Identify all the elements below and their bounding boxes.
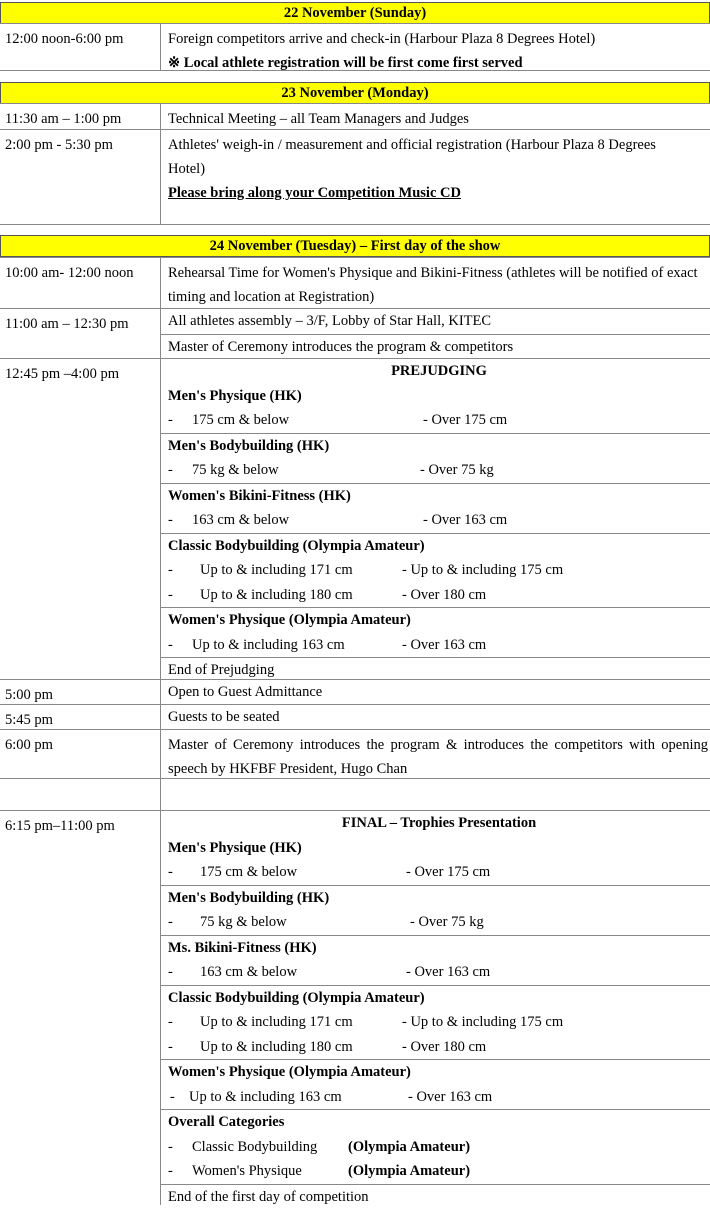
row-time: 6:00 pm (5, 733, 53, 757)
class-left: Up to & including 180 cm (200, 583, 353, 608)
final-block: 6:15 pm–11:00 pm FINAL – Trophies Presentation Men's Physique (HK) - 175 cm & below - Over 175 cm Men's Bodybuilding (HK) - 75 kg & below - Over 75 kg Ms. Bikini-Fitness (HK) - 163 cm & below - Over 163 cm Classic Bodybuilding (Olympia Amateur) - Up to & including 171 cm - Up to & including 175 cm - Up to & including 180 cm - Over 180 cm Women's Physique (Olympia Amateur) - Up to & including 163 cm - Over 163 cm Overall Categories - Classic Bodybuilding (Olympia Amateur) - Women's Physique (Olympia Amateur) End of the first day of competition (0, 810, 710, 1205)
class-right: - Over 163 cm (406, 960, 490, 985)
class-right: - Over 180 cm (402, 1035, 486, 1060)
prejudging-block: 12:45 pm –4:00 pm PREJUDGING Men's Physique (HK) - 175 cm & below - Over 175 cm Men's Bodybuilding (HK) - 75 kg & below - Over 75 kg Women's Bikini-Fitness (HK) - 163 cm & below - Over 163 cm Classic Bodybuilding (Olympia Amateur) - Up to & including 171 cm - Up to & including 175 cm - Up to & including 180 cm - Over 180 cm Women's Physique (Olympia Amateur) - Up to & including 163 cm - Over 163 cm End of Prejudging (0, 358, 710, 679)
class-right: - Over 175 cm (406, 860, 490, 885)
prejudging-title: PREJUDGING (168, 359, 710, 384)
class-left: Up to & including 163 cm (189, 1085, 342, 1110)
row-description: Athletes' weigh-in / measurement and official registration (Harbour Plaza 8 Degrees Hotel) (168, 133, 660, 181)
row-description: Technical Meeting – all Team Managers and Judges (161, 104, 710, 131)
prejudging-end: End of Prejudging (161, 657, 710, 683)
class-right: - Up to & including 175 cm (402, 558, 563, 583)
class-right: - Over 163 cm (402, 633, 486, 658)
category-title: Ms. Bikini-Fitness (HK) (168, 936, 710, 961)
schedule-row (0, 308, 710, 358)
class-right: - Over 75 kg (420, 458, 494, 483)
class-right: (Olympia Amateur) (348, 1159, 470, 1184)
registration-note: ※ Local athlete registration will be first come first served (168, 51, 706, 75)
category-title: Classic Bodybuilding (Olympia Amateur) (168, 534, 710, 559)
schedule-row (0, 729, 710, 778)
row-description: Foreign competitors arrive and check-in (Harbour Plaza 8 Degrees Hotel) (168, 27, 706, 51)
class-right: - Over 180 cm (402, 583, 486, 608)
row-time: 2:00 pm - 5:30 pm (5, 133, 113, 157)
schedule-row (0, 257, 710, 308)
row-description: Master of Ceremony introduces the program & introduces the competitors with opening speech by HKFBF President, Hugo Chan (161, 730, 710, 781)
row-description: Open to Guest Admittance (161, 680, 710, 705)
row-time: 12:00 noon-6:00 pm (5, 27, 123, 51)
empty-row (0, 778, 710, 810)
row-description: Guests to be seated (161, 705, 710, 730)
final-end: End of the first day of competition (161, 1184, 710, 1209)
day-header-24-november: 24 November (Tuesday) – First day of the show (0, 235, 710, 257)
class-right: - Over 163 cm (408, 1085, 492, 1110)
category-title: Men's Bodybuilding (HK) (168, 886, 710, 911)
category-title: Women's Bikini-Fitness (HK) (168, 484, 710, 509)
schedule-row (0, 129, 710, 225)
category-title: Men's Bodybuilding (HK) (168, 434, 710, 459)
class-left: Up to & including 180 cm (200, 1035, 353, 1060)
category-title: Women's Physique (Olympia Amateur) (168, 608, 710, 633)
class-right: - Over 163 cm (423, 508, 507, 533)
schedule-row (0, 23, 710, 71)
row-description: Master of Ceremony introduces the program & competitors (161, 334, 710, 360)
row-description: All athletes assembly – 3/F, Lobby of Star Hall, KITEC (161, 309, 710, 334)
row-description: Rehearsal Time for Women's Physique and Bikini-Fitness (athletes will be notified of exact timing and location at Registration) (161, 258, 710, 309)
day-header-23-november: 23 November (Monday) (0, 82, 710, 104)
class-right: - Over 75 kg (410, 910, 484, 935)
category-title: Overall Categories (168, 1110, 710, 1135)
class-left: 175 cm & below (192, 408, 289, 433)
class-left: 75 kg & below (200, 910, 287, 935)
class-right: (Olympia Amateur) (348, 1135, 470, 1160)
class-left: 163 cm & below (200, 960, 297, 985)
schedule-row (0, 679, 710, 704)
row-time: 11:30 am – 1:00 pm (5, 107, 121, 131)
class-left: 163 cm & below (192, 508, 289, 533)
row-time: 10:00 am- 12:00 noon (5, 261, 133, 285)
category-title: Men's Physique (HK) (168, 836, 710, 861)
class-left: Classic Bodybuilding (192, 1135, 317, 1160)
final-title: FINAL – Trophies Presentation (168, 811, 710, 836)
class-left: Up to & including 163 cm (192, 633, 345, 658)
category-title: Classic Bodybuilding (Olympia Amateur) (168, 986, 710, 1011)
category-title: Men's Physique (HK) (168, 384, 710, 409)
schedule-row (0, 103, 710, 129)
class-left: 75 kg & below (192, 458, 279, 483)
row-time: 5:45 pm (5, 708, 53, 732)
row-time: 12:45 pm –4:00 pm (5, 362, 119, 386)
row-time: 5:00 pm (5, 683, 53, 707)
day-header-22-november: 22 November (Sunday) (0, 2, 710, 24)
row-time: 6:15 pm–11:00 pm (5, 814, 115, 838)
class-left: Women's Physique (192, 1159, 302, 1184)
class-left: Up to & including 171 cm (200, 1010, 353, 1035)
class-right: - Over 175 cm (423, 408, 507, 433)
row-time: 11:00 am – 12:30 pm (5, 312, 129, 336)
class-right: - Up to & including 175 cm (402, 1010, 563, 1035)
music-cd-note: Please bring along your Competition Music CD (168, 181, 660, 205)
category-title: Women's Physique (Olympia Amateur) (168, 1060, 710, 1085)
class-left: Up to & including 171 cm (200, 558, 353, 583)
schedule-row (0, 704, 710, 729)
class-left: 175 cm & below (200, 860, 297, 885)
